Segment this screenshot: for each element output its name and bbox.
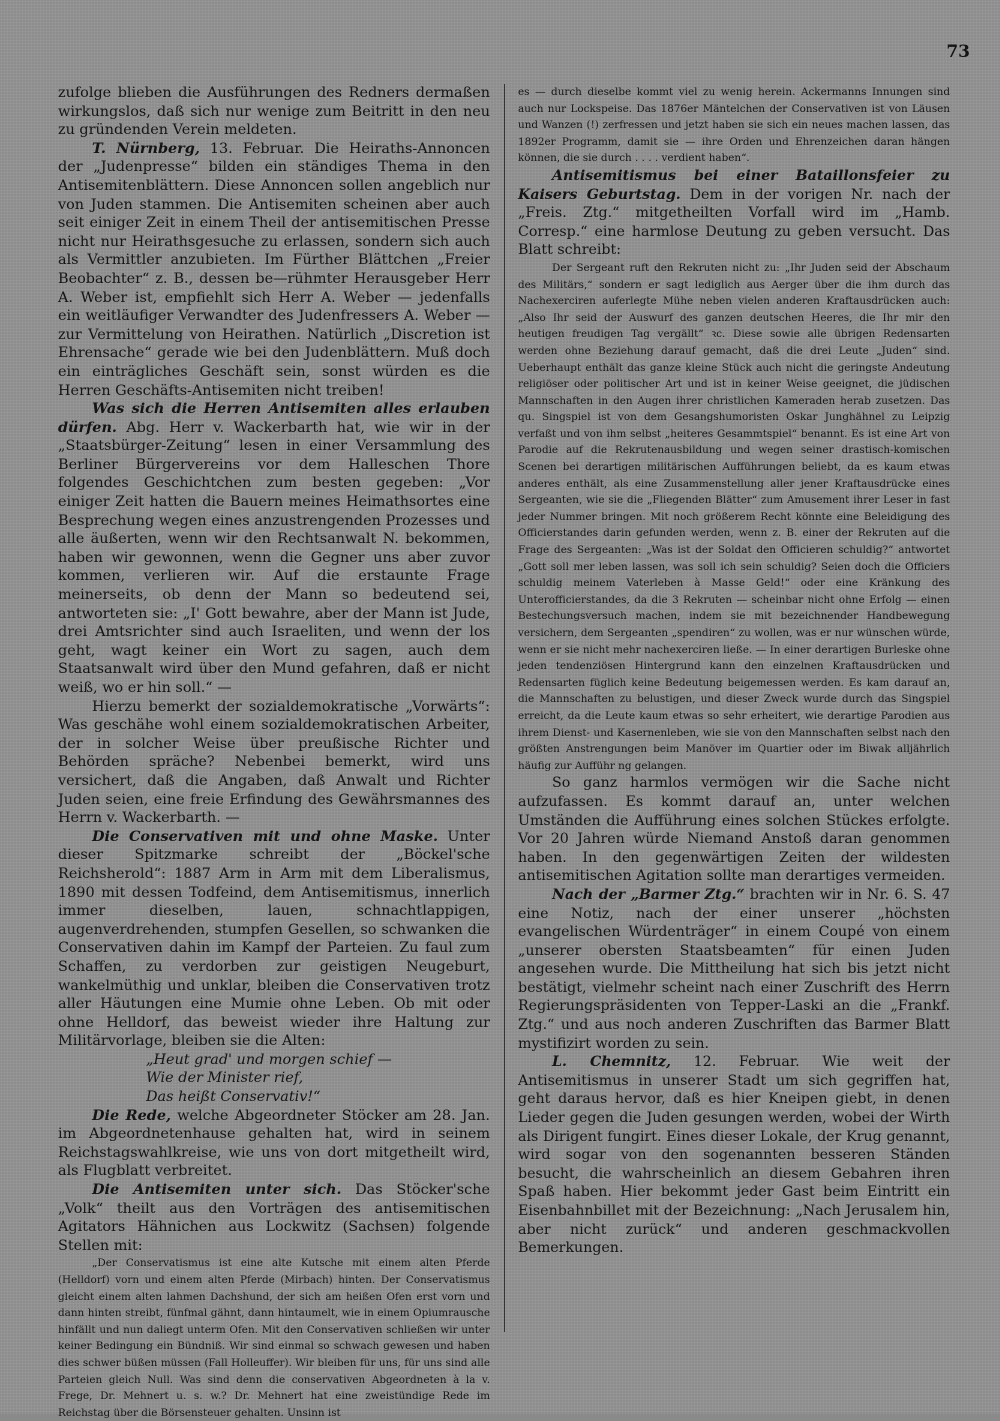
article-paragraph [58, 1255, 490, 1421]
paragraph-text: 13. Februar. Die Heiraths-Annoncen der „Judenpresse“ bilden ein ständiges Thema in den Antisemitenblättern. Diese Annoncen sollen angeblich nur von Juden stammen. Die Antisemiten scheinen aber auch seit einiger Zeit in einem Theil der antisemitischen Presse nicht nur Heirathsgesuche zu erlassen, sondern sich auch als Vermittler anzubieten. Im Fürther Blättchen „Freier Beobachter“ z. B., dessen be—rühmter Herausgeber Herr A. Weber ist, empfiehlt sich Herr A. Weber — jedenfalls ein weitläufiger Verwandter des Judenfressers A. Weber — zur Vermittelung von Heirathen. Natürlich „Discretion ist Ehrensache“ gerade wie bei den Judenblättern. Muß doch ein einträgliches Geschäft sein, sonst würden es die Herren Geschäfts-Antisemiten nicht treiben! [58, 140, 490, 399]
article-paragraph [58, 84, 490, 140]
paragraph-text: Der Sergeant ruft den Rekruten nicht zu: „Ihr Juden seid der Abschaum des Militärs,“ sondern er sagt lediglich aus Aerger über die ihm durch das Nachexerciren auferlegte Mühe neben vielen anderen Kraftausdrücken auch: „Also Ihr seid der Auswurf des ganzen deutschen Heeres, die Ihr mir den heutigen freudigen Tag vergällt“ ꝛc. Diese sowie alle übrigen Redensarten werden ohne Beziehung darauf gemacht, daß die drei Leute „Juden“ sind. Ueberhaupt enthält das ganze kleine Stück auch nicht die geringste Andeutung religiöser oder politischer Art und ist in keiner Weise geeignet, die jüdischen Mannschaften in den Augen ihrer christlichen Kameraden herab zusetzen. Das qu. Singspiel ist von dem Gesangshumoristen Oskar Junghähnel zu Leipzig verfaßt und von ihm selbst „heiteres Gesammtspiel“ benannt. Es ist eine Art von Parodie auf die Rekrutenausbildung und wegen seiner drastisch-komischen Scenen bei derartigen militärischen Aufführungen beliebt, da es kaum etwas anderes enthält, als eine Zusammenstellung aller jener Kraftausdrücke eines Sergeanten, wie sie die „Fliegenden Blätter“ zum Amusement ihrer Leser in fast jeder Nummer bringen. Mit noch größerem Recht könnte eine Beleidigung des Officierstandes darin gefunden werden, wenn z. B. einer der Rekruten auf die Frage des Sergeanten: „Was ist der Soldat den Officieren schuldig?“ antwortet „Gott soll mer leben lassen, was soll ich sein schuldig? Seien doch die Officiers schuldig meinem Vaterleben à Masse Geld!“ oder eine Kränkung des Unterofficierstandes, da die 3 Rekruten — scheinbar nicht ohne Erfolg — einen Bestechungsversuch machen, indem sie mit bezeichnender Handbewegung versichern, dem Sergeanten „spendiren“ zu wollen, was er nur wünschen würde, wenn er sie nicht mehr nachexerciren ließe. — In einer derartigen Burleske ohne jeden tendenziösen Hintergrund kann den einzelnen Kraftausdrücken und Redensarten füglich keine Bedeutung beigemessen werden. Es kam darauf an, die Mannschaften zu belustigen, und dieser Zweck wurde durch das Singspiel erreicht, da die Leute kaum etwas so sehr erheitert, wie derartige Parodien aus ihrem Dienst- und Kasernenleben, wie sie von den Mannschaften selbst nach den größten Anstrengungen beim Manöver im Quartier oder im Biwak alljährlich häufig zur Aufführ ng gelangen. [518, 261, 950, 772]
paragraph-text: es — durch dieselbe kommt viel zu wenig herein. Ackermanns Innungen sind auch nur Lockspeise. Das 1876er Mäntelchen der Conservativen ist von Läusen und Wanzen (!) zerfressen und jetzt haben sie sich ein neues machen lassen, das 1892er Programm, damit sie — ihre Orden und Ehrenzeichen daran hängen können, die sie durch . . . . verdient haben“. [518, 86, 950, 165]
paragraph-text: zufolge blieben die Ausführungen des Redners dermaßen wirkungslos, daß sich nur wenige zum Beitritt in den neu zu gründenden Verein meldeten. [58, 85, 490, 139]
article-heading: L. Chemnitz, [552, 1054, 671, 1071]
article-paragraph [58, 828, 490, 1051]
article-paragraph [58, 400, 490, 698]
left-column [58, 84, 490, 1419]
paragraph-text: Abg. Herr v. Wackerbarth hat, wie wir in der „Staatsbürger-Zeitung“ lesen in einer Versammlung des Berliner Bürgervereins vor dem Halleschen Thore folgendes Geschichtchen zum besten gegeben: „Vor einiger Zeit hatten die Bauern meines Heimathsortes eine Besprechung wegen eines anzustrengenden Prozesses und alle äußerten, wenn wir den Rechtsanwalt N. bekommen, haben wir gewonnen, wenn die Gegner uns aber zuvor kommen, verlieren wir. Auf die erstaunte Frage meinerseits, ob denn der Mann so bedeutend sei, antworteten sie: „I' Gott bewahre, aber der Mann ist Jude, drei Amtsrichter sind auch Israeliten, und wenn der los geht, wagt keiner ein Wort zu sagen, auch dem Staatsanwalt wird über den Mund gefahren, daß er nicht weiß, wo er hin soll.“ — [58, 419, 490, 696]
article-heading: Die Antisemiten unter sich. [92, 1181, 342, 1199]
paragraph-text: „Der Conservatismus ist eine alte Kutsche mit einem alten Pferde (Helldorf) vorn und einem alten Pferde (Mirbach) hinten. Der Conservatismus gleicht einem alten lahmen Dachshund, der sich am heißen Ofen erst vorn und dann hinten streibt, fünfmal gähnt, dann hintaumelt, wie in einem Opiumrausche hinfällt und nun daliegt unterm Ofen. Mit den Conservativen schließen wir unter keiner Bedingung ein Bündniß. Wir sind einmal so schwach gewesen und haben dies schwer büßen müssen (Fall Holleuffer). Wir bleiben für uns, für uns sind alle Parteien gleich Null. Was sind denn die conservativen Abgeordneten à la v. Frege, Dr. Mehnert u. s. w.? Dr. Mehnert hat eine zweistündige Rede im Reichstag über die Börsensteuer gehalten. Unsinn ist [58, 1257, 490, 1419]
article-paragraph [58, 140, 490, 400]
paragraph-text: Dem in der vorigen Nr. nach der „Freis. Ztg.“ mitgetheilten Vorfall wird im „Hamb. Corresp.“ eine harmlose Deutung zu geben versucht. Das Blatt schreibt: [518, 186, 950, 259]
verse-line: Wie der Minister rief, [146, 1070, 304, 1087]
paragraph-text: brachten wir in Nr. 6. S. 47 eine Notiz, nach der einer unserer „höchsten evangelischen Würdenträger“ in einem Coupé von einem „unserer obersten Staatsbeamten“ für einen Juden angesehen wurde. Die Mittheilung hat sich bis jetzt nicht bestätigt, vielmehr scheint nach einer Zuschrift des Herrn Regierungspräsidenten von Tepper-Laski an die „Frankf. Ztg.“ und aus noch anderen Zuschriften das Barmer Blatt mystifizirt worden zu sein. [518, 886, 950, 1052]
article-heading: Die Rede, [92, 1106, 172, 1124]
article-paragraph [58, 1181, 490, 1255]
article-paragraph [518, 1053, 950, 1258]
paragraph-text: 12. Februar. Wie weit der Antisemitismus in unserer Stadt um sich gegriffen hat, geht daraus hervor, daß es hier Kneipen giebt, in denen Lieder gegen die Juden gesungen werden, wobei der Wirth als Dirigent fungirt. Eines dieser Lokale, der Krug genannt, wird sogar von den sogenannten besseren Ständen besucht, die wahrscheinlich an diesem Gebahren ihren Spaß haben. Hier bekommt jeder Gast beim Eintritt ein Eisenbahnbillet mit der Bezeichnung: „Nach Jerusalem hin, aber nicht zurück“ und anderen geschmackvollen Bemerkungen. [518, 1054, 950, 1257]
paragraph-text: Hierzu bemerkt der sozialdemokratische „Vorwärts“: Was geschähe wohl einem sozialdemokratischen Arbeiter, der in solcher Weise über preußische Richter und Behörden spräche? Nebenbei bemerkt, wird uns versichert, daß die Angaben, daß Anwalt und Richter Juden seien, eine freie Erfindung des Gewährsmannes des Herrn v. Wackerbarth. — [58, 698, 490, 827]
article-heading: Was sich die Herren Antisemiten alles erlauben dürfen. [58, 400, 490, 436]
verse-line: Das heißt Conservativ!“ [146, 1089, 321, 1106]
article-paragraph [518, 886, 950, 1053]
paragraph-text: Unter dieser Spitzmarke schreibt der „Böckel'sche Reichsherold“: 1887 Arm in Arm mit dem Liberalismus, 1890 mit dessen Todfeind, dem Antisemitismus, innerlich immer dieselben, lauen, schnachtlappigen, augenverdrehenden, stumpfen Gesellen, so schwanken die Conservativen dahin im Kampf der Parteien. Zu faul zum Schaffen, zu verdorben zur geistigen Neugeburt, wankelmüthig und unklar, bleiben die Conservativen trotz aller Häutungen eine Mumie ohne Leben. Ob mit oder ohne Helldorf, das beweist wieder ihre Haltung zur Militärvorlage, bleiben sie die Alten: [58, 828, 490, 1050]
article-paragraph [58, 1107, 490, 1181]
article-paragraph [518, 167, 950, 260]
verse-block [146, 1051, 490, 1107]
article-paragraph [518, 260, 950, 774]
article-heading: Nach der „Barmer Ztg.“ [552, 886, 745, 903]
verse-line: „Heut grad' und morgen schief — [146, 1051, 392, 1068]
article-heading: Antisemitismus bei einer Bataillonsfeier zu Kaisers Geburtstag. [518, 167, 950, 203]
paragraph-text: welche Abgeordneter Stöcker am 28. Jan. im Abgeordnetenhause gehalten hat, wird in seinem Reichstagswahlkreise, wie uns von dort mitgetheilt wird, als Flugblatt verbreitet. [58, 1107, 490, 1180]
article-paragraph [518, 774, 950, 886]
paragraph-text: Das Stöcker'sche „Volk“ theilt aus den Vorträgen des antisemitischen Agitators Hähnichen aus Lockwitz (Sachsen) folgende Stellen mit: [58, 1182, 490, 1254]
article-paragraph [518, 84, 950, 167]
article-paragraph [58, 698, 490, 828]
right-column [518, 84, 950, 1374]
paragraph-text: So ganz harmlos vermögen wir die Sache nicht aufzufassen. Es kommt darauf an, unter welchen Umständen die Aufführung eines solchen Stückes erfolgte. Vor 20 Jahren würde Niemand Anstoß daran genommen haben. In den gegenwärtigen Zeiten der wildesten antisemitischen Agitation sollte man derartiges vermeiden. [518, 775, 950, 885]
article-heading: Die Conservativen mit und ohne Maske. [92, 827, 438, 845]
page-number: 73 [946, 42, 970, 62]
article-heading: T. Nürnberg, [92, 139, 200, 157]
column-divider [504, 84, 505, 1332]
